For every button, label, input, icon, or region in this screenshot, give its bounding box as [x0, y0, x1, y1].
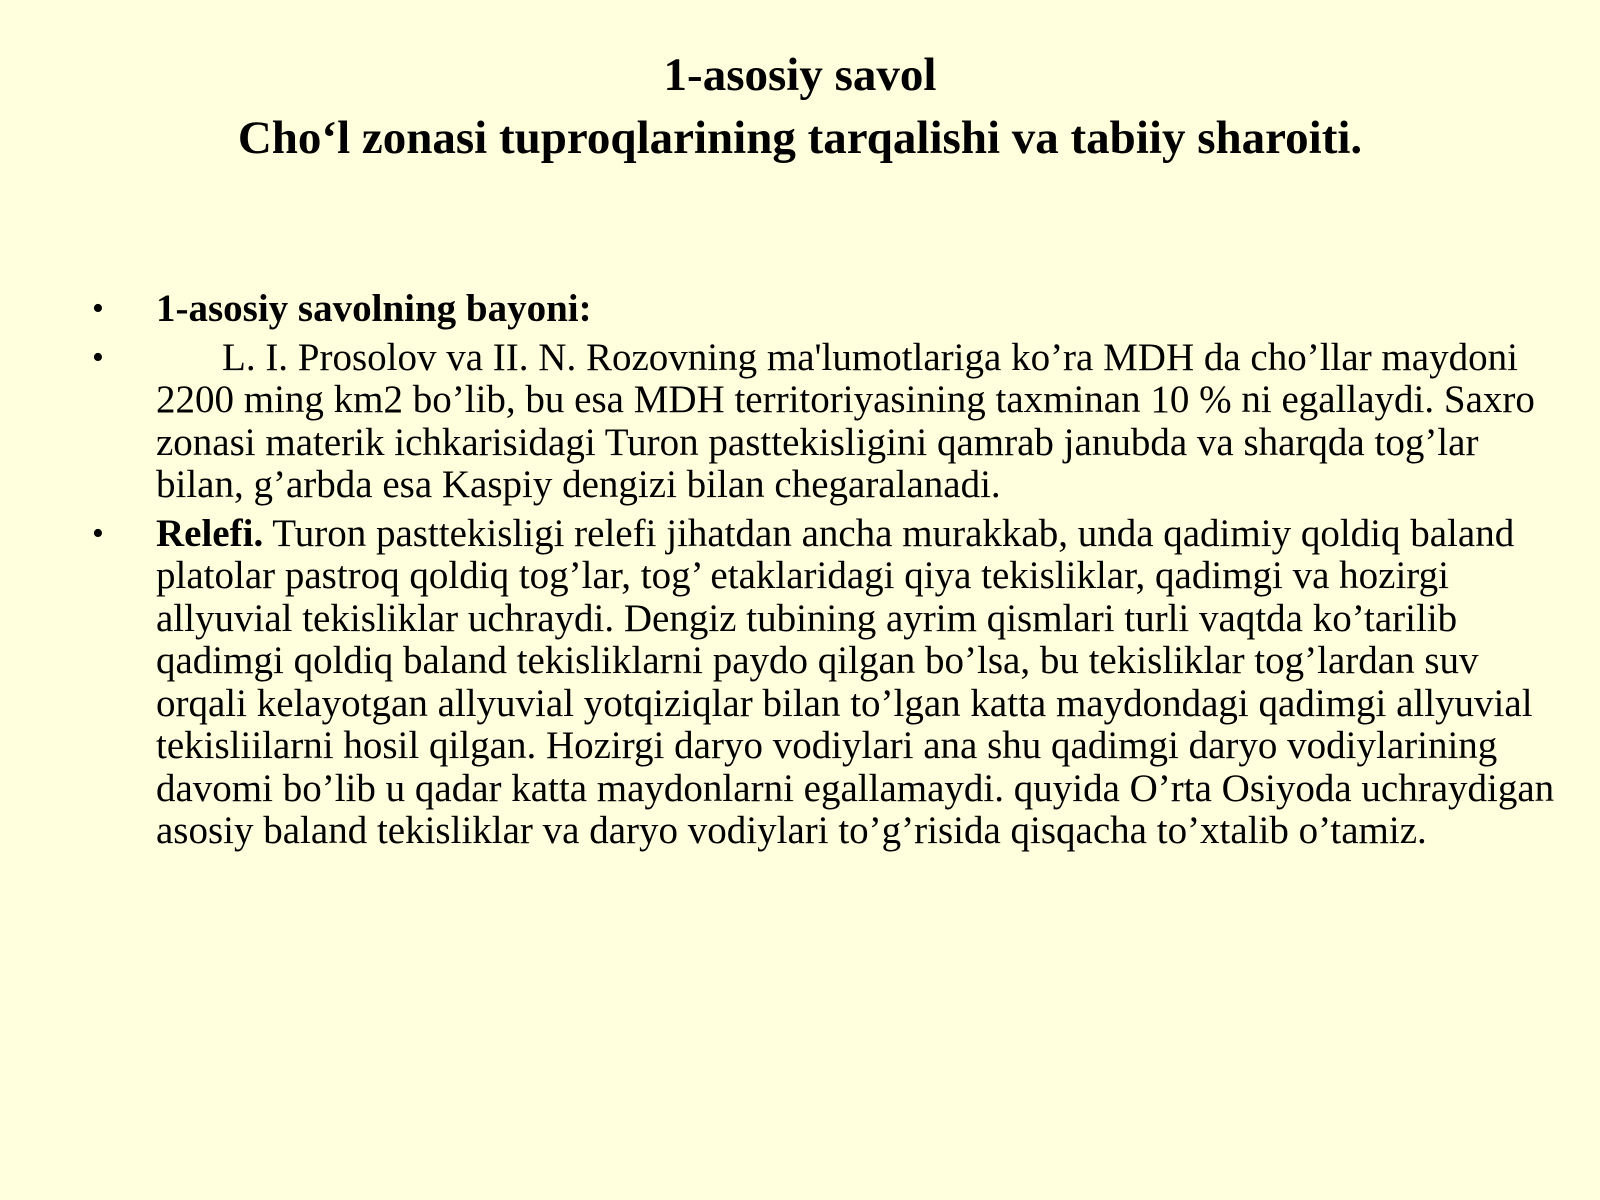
bullet-icon: • — [92, 338, 104, 376]
bullet-icon: • — [92, 290, 104, 327]
paragraph-text: Turon pasttekisligi relefi jihatdan ancha murakkab, unda qadimiy qoldiq baland platolar pastroq qoldiq tog’lar, tog’ etaklaridagi qiya tekisliklar, qadimgi va hozirgi allyuvial tekisliklar uchraydi. Dengiz tubining ayrim qismlari turli vaqtda ko’tarilib qadimgi qoldiq baland tekisliklarni paydo qilgan bo’lsa, bu tekisliklar tog’lardan suv orqali kelayotgan allyuvial yotqiziqlar bilan to’lgan katta maydondagi qadimgi allyuvial tekisliilarni hosil qilgan. Hozirgi daryo vodiylari ana shu qadimgi daryo vodiylarining davomi bo’lib u qadar katta maydonlarni egallamaydi. quyida O’rta Osiyoda uchraydigan asosiy baland tekisliklar va daryo vodiylari to’g’risida qisqacha to’xtalib o’tamiz. — [156, 511, 1555, 852]
bullet-list — [92, 288, 1562, 859]
title-line-1: 1-asosiy savol — [663, 49, 937, 101]
slide-title — [80, 44, 1520, 170]
title-line-2: Cho‘l zonasi tuproqlarining tarqalishi va tabiiy sharoiti. — [237, 112, 1363, 164]
section-heading: 1-asosiy savolning bayoni: — [156, 287, 592, 330]
bullet-icon: • — [92, 514, 104, 552]
list-item — [92, 337, 1562, 507]
list-item — [92, 288, 1562, 331]
relief-heading: Relefi. — [156, 511, 264, 555]
list-item — [92, 513, 1562, 853]
paragraph-text: L. I. Prosolov va II. N. Rozovning ma'lumotlariga ko’ra MDH da cho’llar maydoni 2200 ming km2 bo’lib, bu esa MDH territoriyasining taxminan 10 % ni egallaydi. Saxro zonasi materik ichkarisidagi Turon pasttekisligini qamrab janubda va sharqda tog’lar bilan, g’arbda esa Kaspiy dengizi bilan chegaralanadi. — [156, 335, 1535, 506]
